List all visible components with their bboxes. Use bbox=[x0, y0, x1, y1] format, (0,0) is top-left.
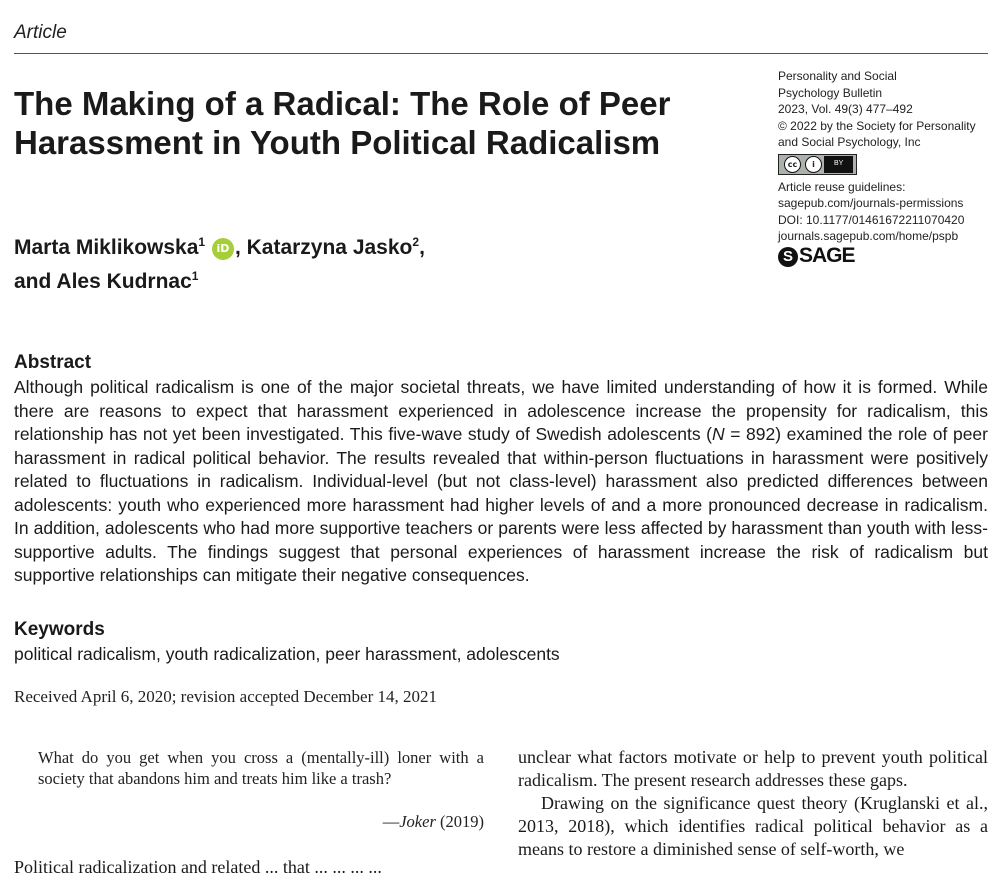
author-name[interactable]: Marta Miklikowska bbox=[14, 236, 199, 259]
sage-logo bbox=[778, 244, 993, 268]
body-paragraph-cutoff: Political radicalization and related ... that ... ... ... ... bbox=[14, 857, 382, 877]
keywords-list: political radicalism, youth radicalization, peer harassment, adolescents bbox=[14, 644, 560, 664]
journal-name-line: Psychology Bulletin bbox=[778, 85, 883, 100]
cc-icon: cc bbox=[784, 156, 801, 173]
journal-volume: 2023, Vol. 49(3) 477–492 bbox=[778, 102, 913, 116]
journal-homepage-link[interactable]: journals.sagepub.com/home/pspb bbox=[778, 229, 959, 243]
article-type-label: Article bbox=[14, 22, 67, 43]
cc-by-label: BY bbox=[824, 156, 853, 173]
sage-s-icon: S bbox=[778, 247, 798, 267]
epigraph-year: (2019) bbox=[435, 812, 484, 831]
affiliation-marker: 2 bbox=[412, 235, 420, 249]
reuse-guidelines-link[interactable]: sagepub.com/journals-permissions bbox=[778, 196, 964, 210]
author-name[interactable]: Katarzyna Jasko bbox=[246, 236, 413, 259]
abstract-heading: Abstract bbox=[14, 352, 92, 373]
journal-name-line: Personality and Social bbox=[778, 69, 897, 83]
copyright-line: and Social Psychology, Inc bbox=[778, 135, 921, 149]
epigraph-film: Joker bbox=[399, 812, 436, 831]
author-name[interactable]: Ales Kudrnac bbox=[56, 270, 192, 293]
article-title: The Making of a Radical: The Role of Peer Harassment in Youth Political Radicalism bbox=[14, 85, 671, 161]
abstract-text-part: Although political radicalism is one of the major societal threats, we have limited understanding of how it is formed. While there are reasons to expect that harassment experienced in adolescence increase the propensity for radicalism, this relationship has not yet been investigated. This five-wave study of Swedish adolescents ( bbox=[14, 377, 988, 444]
copyright-line: © 2022 by the Society for Personality bbox=[778, 118, 976, 133]
received-dates: Received April 6, 2020; revision accepted December 14, 2021 bbox=[14, 687, 437, 706]
epigraph-dash: — bbox=[382, 812, 400, 831]
header-rule bbox=[14, 53, 988, 54]
affiliation-marker: 1 bbox=[191, 269, 199, 283]
epigraph-source bbox=[38, 812, 484, 832]
author-joiner: and bbox=[14, 270, 52, 293]
attribution-icon: i bbox=[805, 156, 822, 173]
body-paragraph: unclear what factors motivate or help to prevent youth political radicalism. The present research addresses these gaps. bbox=[518, 747, 988, 790]
sage-wordmark: SAGE bbox=[799, 244, 855, 268]
creative-commons-badge[interactable] bbox=[778, 154, 857, 175]
keywords-heading: Keywords bbox=[14, 619, 105, 640]
journal-info-block bbox=[778, 68, 993, 267]
sample-size-value: = 892 bbox=[724, 424, 776, 444]
abstract-text-part: ) examined the role of peer harassment in radical political behavior. The results revealed that within-person fluctuations in harassment were positively related to fluctuations in radicalism. Individual-level (but not class-level) harassment also predicted differences between adolescents: youth who experienced more harassment had higher levels of and a more pronounced decrease in radicalism. In addition, adolescents who had more supportive teachers or parents were less affected by harassment than youth with less-supportive adults. The findings suggest that personal experiences of harassment increase the risk of radicalism but supportive relationships can mitigate their negative consequences. bbox=[14, 424, 988, 585]
doi-link[interactable]: DOI: 10.1177/01461672211070420 bbox=[778, 212, 965, 227]
body-paragraph: Drawing on the significance quest theory (Kruglanski et al., 2013, 2018), which identifies radical political behavior as a means to restore a diminished sense of self-worth, we bbox=[518, 793, 988, 859]
affiliation-marker: 1 bbox=[198, 235, 206, 249]
abstract-text bbox=[14, 376, 988, 588]
epigraph-quote: What do you get when you cross a (mentally-ill) loner with a society that abandons him and treats him like a trash? bbox=[38, 748, 484, 788]
author-list: Marta Miklikowska$^1$ iD , Katarzyna Jasko$^2$, and Ales Kudrnac$^1$ bbox=[14, 235, 425, 293]
sample-size-symbol: N bbox=[712, 424, 725, 444]
reuse-guidelines-label: Article reuse guidelines: bbox=[778, 179, 906, 194]
orcid-icon[interactable]: iD bbox=[212, 238, 234, 260]
